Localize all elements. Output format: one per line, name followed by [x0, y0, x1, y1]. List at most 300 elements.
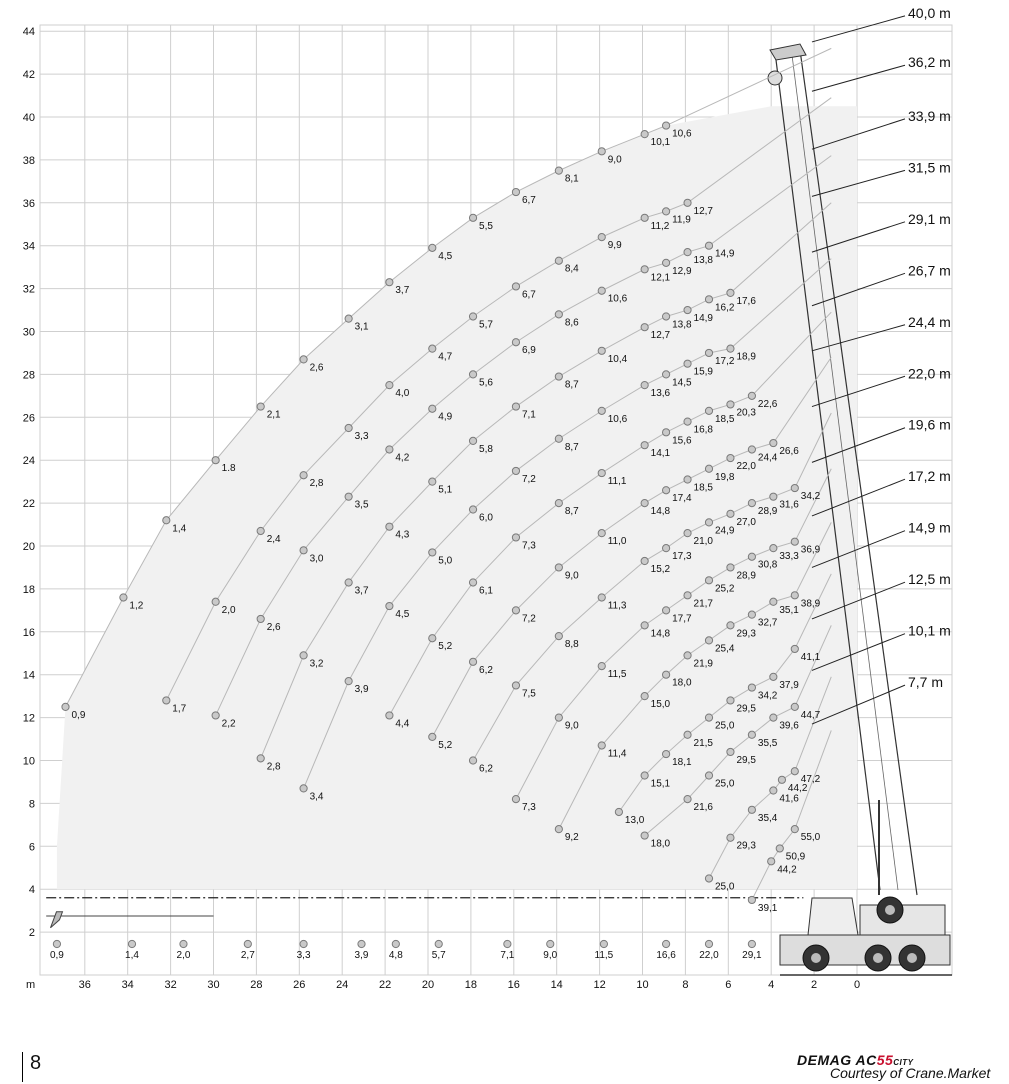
load-point [684, 249, 691, 256]
load-point [684, 306, 691, 313]
x-tick-label: 18 [464, 979, 478, 991]
load-point [257, 615, 264, 622]
load-value-label: 18,0 [650, 838, 671, 850]
y-tick-label: 42 [22, 69, 35, 82]
load-point [727, 289, 734, 296]
load-value-label: 14,1 [650, 448, 671, 460]
load-point [555, 311, 562, 318]
load-value-label: 9,2 [564, 832, 579, 844]
load-value-label: 35,5 [757, 737, 778, 749]
load-point [386, 523, 393, 530]
load-value-label: 4,5 [395, 609, 410, 621]
load-value-label: 13,8 [672, 319, 692, 331]
y-tick-label: 26 [22, 412, 35, 425]
load-point [684, 418, 691, 425]
load-point [300, 785, 307, 792]
load-point [386, 602, 393, 609]
load-value-label: 3,2 [309, 658, 324, 670]
load-point [641, 266, 648, 273]
load-point [705, 242, 712, 249]
load-point [512, 188, 519, 195]
load-value-label: 21,9 [693, 658, 714, 670]
load-value-label: 8,7 [564, 506, 579, 518]
load-point [641, 832, 648, 839]
load-point [768, 858, 775, 865]
load-point [598, 530, 605, 537]
load-point [469, 579, 476, 586]
y-tick-label: 30 [22, 326, 35, 339]
load-point [748, 553, 755, 560]
bottom-load-point [180, 940, 187, 947]
boom-length-pointer [812, 65, 905, 91]
load-value-label: 7,2 [521, 613, 536, 625]
load-value-label: 47,2 [800, 774, 821, 786]
load-point [641, 324, 648, 331]
boom-length-label: 26,7 m [908, 262, 951, 279]
load-value-label: 21,7 [693, 598, 714, 610]
load-point [512, 607, 519, 614]
load-value-label: 39,6 [779, 720, 799, 732]
load-point [662, 122, 669, 129]
load-point [300, 356, 307, 363]
load-point [776, 845, 783, 852]
load-value-label: 2,6 [309, 362, 324, 374]
load-point [598, 407, 605, 414]
bottom-load-label: 4,8 [388, 950, 403, 961]
load-value-label: 12,9 [672, 265, 692, 277]
load-point [791, 826, 798, 833]
load-value-label: 7,1 [521, 409, 536, 421]
page-number: 8 [30, 1052, 42, 1074]
load-point [469, 506, 476, 513]
boom-length-label: 10,1 m [908, 622, 951, 639]
load-point [120, 594, 127, 601]
boom-length-label: 24,4 m [908, 313, 951, 330]
load-value-label: 1,4 [172, 523, 187, 535]
load-point [598, 469, 605, 476]
load-point [555, 167, 562, 174]
load-point [300, 652, 307, 659]
load-value-label: 10,1 [650, 137, 671, 149]
load-value-label: 4,7 [438, 351, 453, 363]
load-value-label: 11,9 [672, 214, 691, 226]
load-value-label: 5,6 [479, 377, 493, 389]
wheel-hub [885, 905, 895, 915]
load-value-label: 28,9 [736, 570, 756, 582]
load-point [598, 287, 605, 294]
load-point [727, 697, 734, 704]
load-value-label: 14,8 [650, 506, 671, 518]
load-value-label: 3,5 [354, 499, 369, 511]
load-value-label: 7,3 [521, 802, 536, 814]
load-value-label: 19,8 [714, 471, 735, 483]
y-tick-label: 24 [22, 455, 35, 468]
load-point [555, 500, 562, 507]
load-value-label: 31,6 [779, 499, 799, 511]
load-value-label: 18,5 [693, 482, 714, 494]
x-tick-label: 30 [207, 979, 220, 991]
load-point [598, 148, 605, 155]
load-value-label: 10,6 [607, 293, 628, 305]
load-value-label: 17,7 [672, 613, 692, 625]
x-tick-label: 6 [725, 979, 732, 991]
x-tick-label: 36 [78, 979, 91, 991]
x-tick-label: 10 [636, 979, 649, 991]
bottom-load-point [705, 940, 712, 947]
load-point [469, 214, 476, 221]
load-point [641, 382, 648, 389]
load-point [345, 315, 352, 322]
load-value-label: 15,6 [672, 435, 692, 447]
y-tick-label: 4 [28, 884, 35, 897]
load-point [641, 500, 648, 507]
load-point [345, 424, 352, 431]
load-point [429, 549, 436, 556]
bottom-load-point [128, 940, 135, 947]
load-point [163, 697, 170, 704]
y-tick-label: 38 [22, 154, 35, 167]
load-value-label: 18,0 [672, 677, 692, 689]
load-value-label: 4,3 [395, 529, 410, 541]
load-point [684, 731, 691, 738]
load-point [469, 313, 476, 320]
load-value-label: 35,4 [757, 812, 778, 824]
load-point [386, 382, 393, 389]
load-value-label: 9,0 [607, 154, 622, 166]
x-unit-label: m [26, 979, 36, 991]
wheel-hub [907, 953, 917, 963]
load-point [62, 703, 69, 710]
hook-block [768, 71, 782, 85]
load-value-label: 36,9 [800, 544, 821, 556]
load-point [791, 703, 798, 710]
load-value-label: 25,0 [714, 720, 735, 732]
load-value-label: 5,1 [438, 484, 453, 496]
load-value-label: 32,7 [757, 617, 778, 629]
load-value-label: 1,7 [172, 703, 187, 715]
load-value-label: 10,6 [607, 413, 628, 425]
load-point [598, 347, 605, 354]
load-point [684, 476, 691, 483]
load-value-label: 11,2 [650, 220, 670, 232]
load-value-label: 2,1 [266, 409, 281, 421]
bottom-load-label: 3,3 [296, 950, 311, 961]
load-value-label: 17,3 [672, 551, 692, 563]
load-value-label: 17,6 [736, 295, 756, 307]
y-tick-label: 22 [22, 498, 35, 511]
load-point [555, 435, 562, 442]
load-value-label: 22,0 [736, 461, 756, 473]
boom-length-label: 7,7 m [908, 674, 944, 691]
load-point [555, 826, 562, 833]
load-point [615, 808, 622, 815]
y-tick-label: 44 [22, 26, 35, 39]
load-point [257, 755, 264, 762]
load-point [791, 645, 798, 652]
load-point [386, 712, 393, 719]
load-value-label: 3,0 [309, 553, 324, 565]
load-value-label: 44,7 [800, 709, 821, 721]
load-value-label: 8,8 [564, 639, 579, 651]
load-value-label: 21,6 [693, 802, 714, 814]
bottom-load-point [435, 940, 442, 947]
load-point [748, 731, 755, 738]
load-point [212, 457, 219, 464]
load-point [429, 345, 436, 352]
load-point [429, 244, 436, 251]
load-point [705, 519, 712, 526]
load-value-label: 5,2 [438, 739, 453, 751]
wheel-hub [873, 953, 883, 963]
boom-length-label: 33,9 m [908, 107, 951, 124]
load-point [641, 214, 648, 221]
load-point [684, 592, 691, 599]
load-point [641, 557, 648, 564]
load-value-label: 7,2 [521, 473, 536, 485]
load-point [705, 465, 712, 472]
load-value-label: 35,1 [779, 604, 799, 616]
brand-model: 55 [876, 1052, 894, 1068]
load-point [791, 484, 798, 491]
load-value-label: 21,5 [693, 737, 714, 749]
load-value-label: 44,2 [787, 782, 808, 794]
y-tick-label: 12 [22, 712, 35, 725]
bottom-load-label: 9,0 [543, 950, 558, 961]
load-value-label: 9,0 [564, 720, 579, 732]
load-value-label: 18,1 [672, 757, 692, 769]
boom-length-label: 29,1 m [908, 210, 951, 227]
footer-divider [22, 1052, 23, 1082]
load-point [748, 611, 755, 618]
load-point [429, 405, 436, 412]
load-value-label: 11,5 [607, 669, 627, 681]
load-value-label: 6,1 [479, 585, 493, 597]
x-tick-label: 12 [593, 979, 606, 991]
load-value-label: 11,0 [607, 536, 627, 548]
load-point [748, 392, 755, 399]
load-value-label: 27,0 [736, 516, 756, 528]
load-value-label: 3,7 [354, 585, 369, 597]
load-value-label: 14,9 [714, 248, 735, 260]
y-tick-label: 6 [28, 841, 35, 854]
load-value-label: 24,4 [757, 452, 778, 464]
load-point [662, 429, 669, 436]
load-point [770, 714, 777, 721]
y-tick-label: 32 [22, 283, 35, 296]
load-value-label: 41,1 [800, 651, 821, 663]
load-point [257, 527, 264, 534]
load-value-label: 2,8 [309, 478, 324, 490]
load-point [300, 472, 307, 479]
load-value-label: 18,9 [736, 351, 756, 363]
boom-length-label: 22,0 m [908, 365, 951, 382]
load-point [662, 750, 669, 757]
load-value-label: 29,5 [736, 703, 756, 715]
load-value-label: 8,7 [564, 379, 579, 391]
load-value-label: 38,9 [800, 598, 821, 610]
load-value-label: 26,6 [779, 446, 799, 458]
y-tick-label: 40 [22, 112, 35, 124]
load-point [684, 530, 691, 537]
load-value-label: 4,5 [438, 250, 453, 262]
y-tick-label: 2 [28, 927, 35, 940]
load-value-label: 6,7 [521, 289, 536, 301]
y-tick-label: 36 [22, 197, 35, 210]
load-value-label: 7,5 [521, 688, 536, 700]
load-value-label: 1.8 [221, 463, 236, 475]
bottom-load-label: 22,0 [699, 950, 719, 961]
bottom-load-point [600, 940, 607, 947]
load-point [662, 671, 669, 678]
load-value-label: 5,0 [438, 555, 453, 567]
bottom-load-point [392, 940, 399, 947]
load-value-label: 4,2 [395, 452, 410, 464]
load-point [705, 772, 712, 779]
y-tick-label: 20 [22, 541, 35, 553]
bottom-load-label: 29,1 [742, 950, 762, 961]
load-value-label: 25,0 [714, 881, 735, 893]
load-point [212, 712, 219, 719]
load-value-label: 2,2 [221, 718, 236, 730]
credit-text: Courtesy of Crane.Market [830, 1065, 991, 1081]
load-value-label: 20,3 [736, 407, 756, 419]
bottom-load-label: 3,9 [354, 950, 369, 961]
load-value-label: 4,4 [395, 718, 410, 730]
bottom-load-label: 11,5 [594, 950, 614, 961]
load-point [727, 748, 734, 755]
load-value-label: 13,0 [624, 814, 645, 826]
load-point [641, 622, 648, 629]
load-point [555, 373, 562, 380]
load-point [727, 622, 734, 629]
load-point [727, 454, 734, 461]
load-point [662, 487, 669, 494]
load-value-label: 33,3 [779, 551, 799, 563]
jib-tip-left [50, 912, 62, 928]
load-value-label: 8,1 [564, 173, 579, 185]
load-point [512, 403, 519, 410]
x-tick-label: 0 [853, 979, 861, 991]
y-tick-label: 10 [22, 755, 35, 768]
load-point [748, 896, 755, 903]
load-point [770, 598, 777, 605]
load-point [748, 500, 755, 507]
load-point [429, 733, 436, 740]
load-point [512, 682, 519, 689]
y-tick-label: 16 [22, 626, 35, 639]
load-value-label: 1,2 [129, 600, 144, 612]
x-tick-label: 4 [768, 979, 775, 991]
boom-length-pointer [812, 16, 905, 42]
load-value-label: 3,1 [354, 321, 369, 333]
load-point [748, 684, 755, 691]
load-value-label: 34,2 [800, 491, 821, 503]
load-point [300, 547, 307, 554]
load-value-label: 14,5 [672, 377, 692, 389]
x-tick-label: 28 [250, 979, 263, 991]
boom-length-label: 19,6 m [908, 416, 951, 433]
x-tick-label: 14 [550, 979, 563, 991]
load-value-label: 15,1 [650, 778, 671, 790]
load-value-label: 5,5 [479, 220, 493, 232]
bottom-load-point [358, 940, 365, 947]
load-value-label: 15,2 [650, 564, 671, 576]
boom-length-label: 31,5 m [908, 159, 951, 176]
bottom-load-point [748, 940, 755, 947]
x-tick-label: 22 [378, 979, 392, 991]
load-value-label: 29,3 [736, 628, 756, 640]
load-point [345, 678, 352, 685]
load-value-label: 2,0 [221, 604, 236, 616]
load-point [791, 592, 798, 599]
load-value-label: 6,0 [479, 512, 493, 524]
load-value-label: 6,2 [479, 763, 493, 775]
load-point [662, 313, 669, 320]
load-point [345, 493, 352, 500]
load-point [512, 283, 519, 290]
load-point [727, 510, 734, 517]
load-point [705, 577, 712, 584]
load-value-label: 10,4 [607, 353, 628, 365]
load-value-label: 25,2 [714, 583, 735, 595]
load-point [555, 564, 562, 571]
load-point [555, 257, 562, 264]
load-value-label: 3,3 [354, 431, 369, 443]
load-point [705, 407, 712, 414]
load-value-label: 15,0 [650, 699, 671, 711]
load-point [512, 339, 519, 346]
load-point [684, 360, 691, 367]
load-value-label: 5,2 [438, 641, 453, 653]
carrier-cab [808, 898, 858, 935]
load-point [705, 637, 712, 644]
load-value-label: 2,4 [266, 533, 281, 545]
load-value-label: 3,4 [309, 791, 324, 803]
load-point [345, 579, 352, 586]
bottom-load-point [300, 940, 307, 947]
bottom-load-point [504, 940, 511, 947]
bottom-load-point [53, 940, 60, 947]
load-value-label: 2,6 [266, 621, 281, 633]
load-point [512, 467, 519, 474]
load-point [662, 259, 669, 266]
y-tick-label: 14 [22, 669, 35, 682]
load-point [163, 517, 170, 524]
load-value-label: 14,8 [650, 628, 671, 640]
load-value-label: 12,7 [650, 330, 671, 342]
load-value-label: 4,0 [395, 388, 410, 400]
load-value-label: 25,4 [714, 643, 735, 655]
y-tick-label: 18 [22, 583, 35, 596]
bottom-load-label: 16,6 [656, 950, 676, 961]
load-value-label: 16,8 [693, 424, 714, 436]
load-value-label: 17,2 [714, 355, 735, 367]
load-value-label: 4,9 [438, 411, 453, 423]
load-value-label: 11,3 [607, 600, 627, 612]
load-value-label: 11,1 [607, 476, 627, 488]
load-value-label: 2,8 [266, 761, 281, 773]
working-range-area [57, 106, 857, 889]
x-tick-label: 34 [121, 979, 134, 991]
load-point [641, 442, 648, 449]
load-point [727, 834, 734, 841]
load-value-label: 3,9 [354, 684, 369, 696]
load-value-label: 12,7 [693, 205, 714, 217]
load-value-label: 41,6 [779, 793, 799, 805]
load-point [662, 371, 669, 378]
load-value-label: 6,2 [479, 664, 493, 676]
load-point [705, 349, 712, 356]
